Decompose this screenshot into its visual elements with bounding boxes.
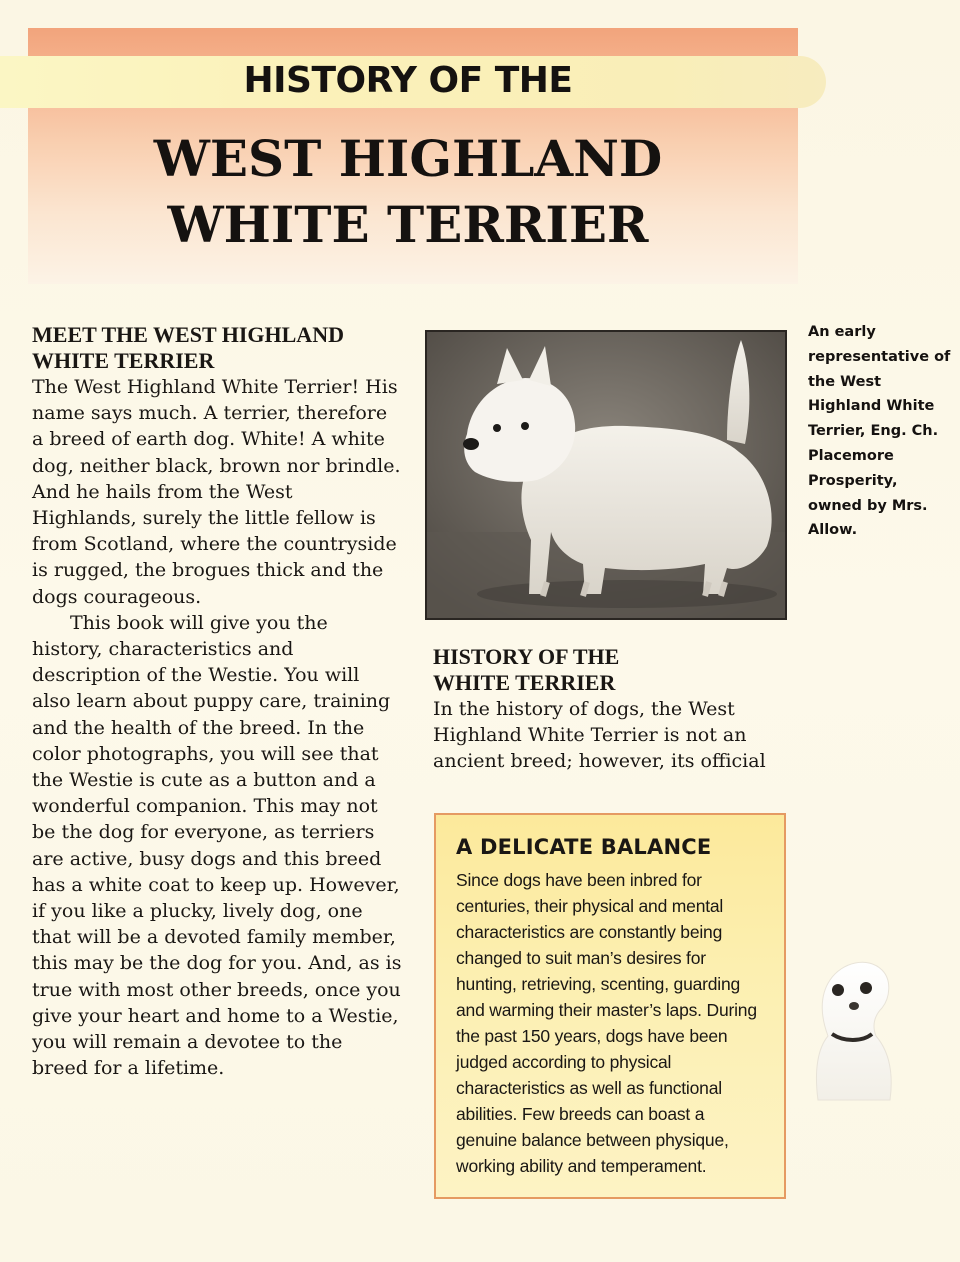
intro-paragraph-1: The West Highland White Terrier! His name says much. A terrier, therefore a breed of earth dog. White! A white dog, neither black, brown nor brindle. And he hails from the West Highlands, surely the little fellow is from Scotland, where the countryside is rugged, the brogues thick and the dogs courageous. [32,376,401,608]
history-paragraph: In the history of dogs, the West Highland White Terrier is not an ancient breed; however, its official [433,698,766,773]
chapter-kicker: HISTORY OF THE [243,60,573,101]
intro-heading-line1: MEET THE WEST HIGHLAND [32,322,344,347]
sidebar-title: A DELICATE BALANCE [456,835,712,859]
history-heading-line1: HISTORY OF THE [433,644,620,669]
delicate-balance-sidebar [434,813,786,1199]
intro-heading [32,322,402,374]
chapter-title-line1: WEST HIGHLAND [153,129,663,188]
chapter-title [0,126,816,258]
chapter-title-line2: WHITE TERRIER [167,195,649,254]
history-heading-line2: WHITE TERRIER [433,670,616,695]
intro-column [32,322,402,1081]
westie-illustration [427,332,785,618]
intro-heading-line2: WHITE TERRIER [32,348,215,373]
history-heading [433,644,793,696]
puppy-image [778,950,960,1110]
photo-caption: An early representative of the West Highland White Terrier, Eng. Ch. Placemore Prosperity, owned by Mrs. Allow. [808,324,951,539]
westie-photo [425,330,787,620]
sidebar-text: Since dogs have been inbred for centuries, their physical and mental characteristics are constantly being changed to suit man’s desires for hunting, retrieving, scenting, guarding and warming their master’s laps. During the past 150 years, dogs have been judged according to physical characteristics as well as functional abilities. Few breeds can boast a genuine balance between physique, working ability and temperament. [456,870,757,1176]
intro-paragraph-2: This book will give you the history, characteristics and description of the Westie. You will also learn about puppy care, training and the health of the breed. In the color photographs, you will see that the Westie is cute as a button and a wonderful companion. This may not be the dog for everyone, as terriers are active, busy dogs and this breed has a white coat to keep up. However, if you like a plucky, lively dog, one that will be a devoted family member, this may be the dog for you. And, as is true with most other breeds, once you give your heart and home to a Westie, you will remain a devotee to the breed for a lifetime. [32,611,402,1080]
history-column [433,644,793,775]
